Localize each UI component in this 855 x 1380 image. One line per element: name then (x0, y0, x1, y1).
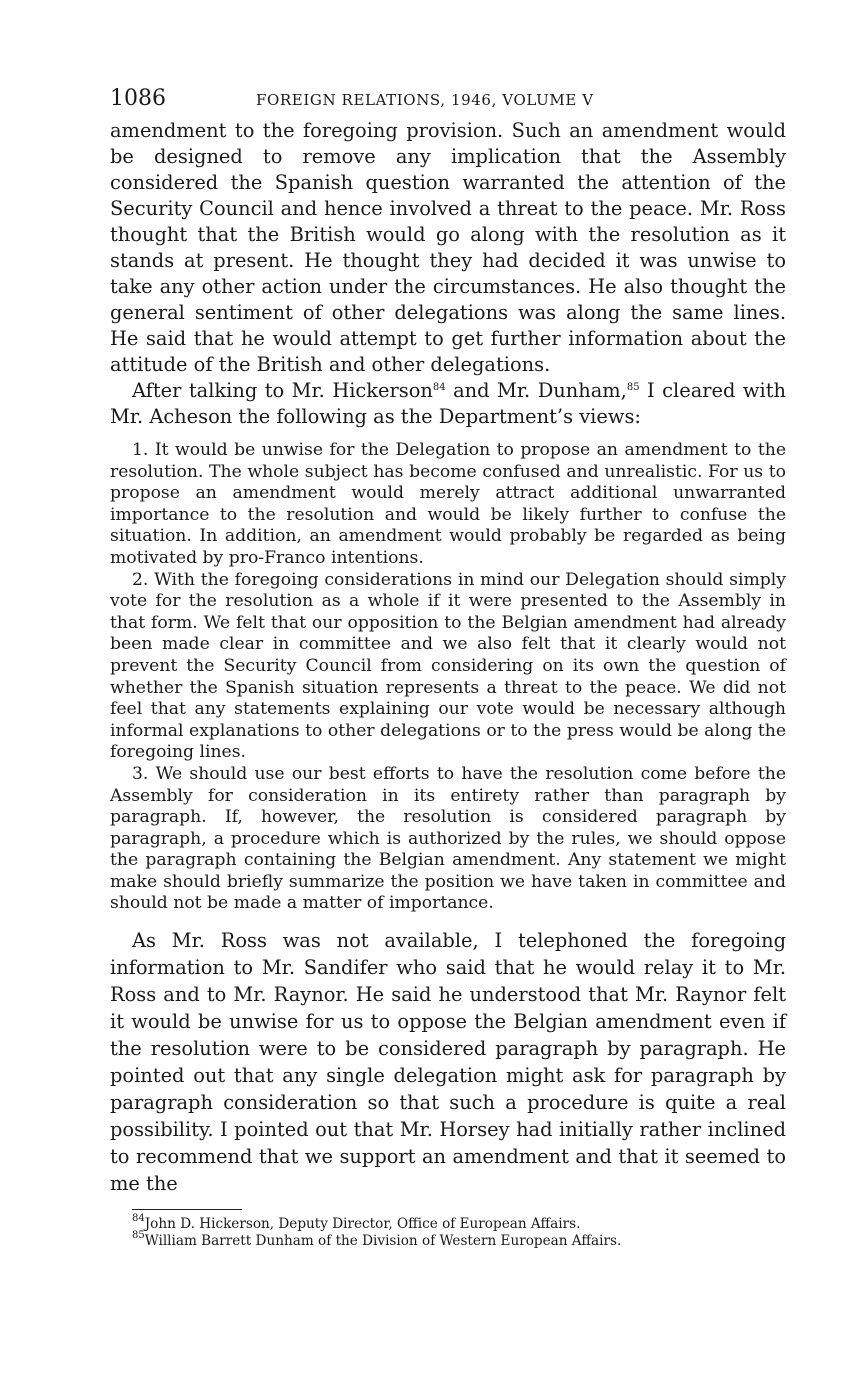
paragraph-continued: amendment to the foregoing provision. Such an amendment would be designed to remove any implication that the Assembly considered the Spanish question warranted the attention of the Security Council and hence involved a threat to the peace. Mr. Ross thought that the British would go along with the resolution as it stands at present. He thought they had decided it was unwise to take any other action under the circumstances. He also thought the general sentiment of other delegations was along the same lines. He said that he would attempt to get further information about the attitude of the British and other delegations. (110, 119, 786, 376)
paragraph-text: and Mr. Dunham, (445, 379, 627, 402)
footnote-divider (132, 1209, 242, 1210)
footnote-85 (110, 1230, 786, 1250)
footnote-number: 85 (132, 1230, 145, 1242)
paragraph-department-views (110, 378, 786, 430)
page-number: 1086 (110, 86, 166, 111)
footnote-number: 84 (132, 1213, 145, 1225)
list-item-3: 3. We should use our best efforts to have the resolution come before the Assembly for consideration in its entirety rather than paragraph by paragraph. If, however, the resolution is considered paragraph by paragraph, a procedure which is authorized by the rules, we should oppose the paragraph containing the Belgian amendment. Any statement we might make should briefly summarize the position we have taken in committee and should not be made a matter of importance. (110, 763, 786, 914)
paragraph-telephone: As Mr. Ross was not available, I telephoned the foregoing information to Mr. Sandifer who said that he would relay it to Mr. Ross and to Mr. Raynor. He said he understood that Mr. Raynor felt it would be unwise for us to oppose the Belgian amendment even if the resolution were to be considered paragraph by paragraph. He pointed out that any single delegation might ask for paragraph by paragraph consideration so that such a procedure is quite a real possibility. I pointed out that Mr. Horsey had initially rather inclined to recommend that we support an amendment and that it seemed to me the (110, 929, 786, 1196)
document-page (110, 84, 786, 1250)
footnote-84 (110, 1213, 786, 1233)
footnote-text: John D. Hickerson, Deputy Director, Office of European Affairs. (144, 1216, 581, 1233)
list-item-2: 2. With the foregoing considerations in mind our Delegation should simply vote for the resolution as a whole if it were presented to the Assembly in that form. We felt that our opposition to the Belgian amendment had already been made clear in committee and we also felt that it clearly would not prevent the Security Council from considering on its own the question of whether the Spanish situation represents a threat to the peace. We did not feel that any statements explaining our vote would be necessary although informal explanations to other delegations or to the press would be along the foregoing lines. (110, 569, 786, 763)
footnotes (110, 1213, 786, 1250)
paragraph-text: I cleared with Mr. Acheson the following as the Department’s views: (110, 379, 786, 428)
list-item-1: 1. It would be unwise for the Delegation to propose an amendment to the resolution. The whole subject has become confused and unrealistic. For us to propose an amendment would merely attract additional unwarranted importance to the resolution and would be likely further to confuse the situation. In addition, an amendment would probably be regarded as being motivated by pro-Franco intentions. (110, 440, 786, 568)
footnote-text: William Barrett Dunham of the Division of Western European Affairs. (144, 1233, 622, 1250)
page-header (110, 84, 786, 118)
footnote-ref-84: 84 (432, 382, 446, 393)
department-views-list (110, 440, 786, 915)
paragraph-text: After talking to Mr. Hickerson (132, 379, 433, 402)
running-title: FOREIGN RELATIONS, 1946, VOLUME V (256, 91, 594, 109)
footnote-ref-85: 85 (626, 382, 640, 393)
